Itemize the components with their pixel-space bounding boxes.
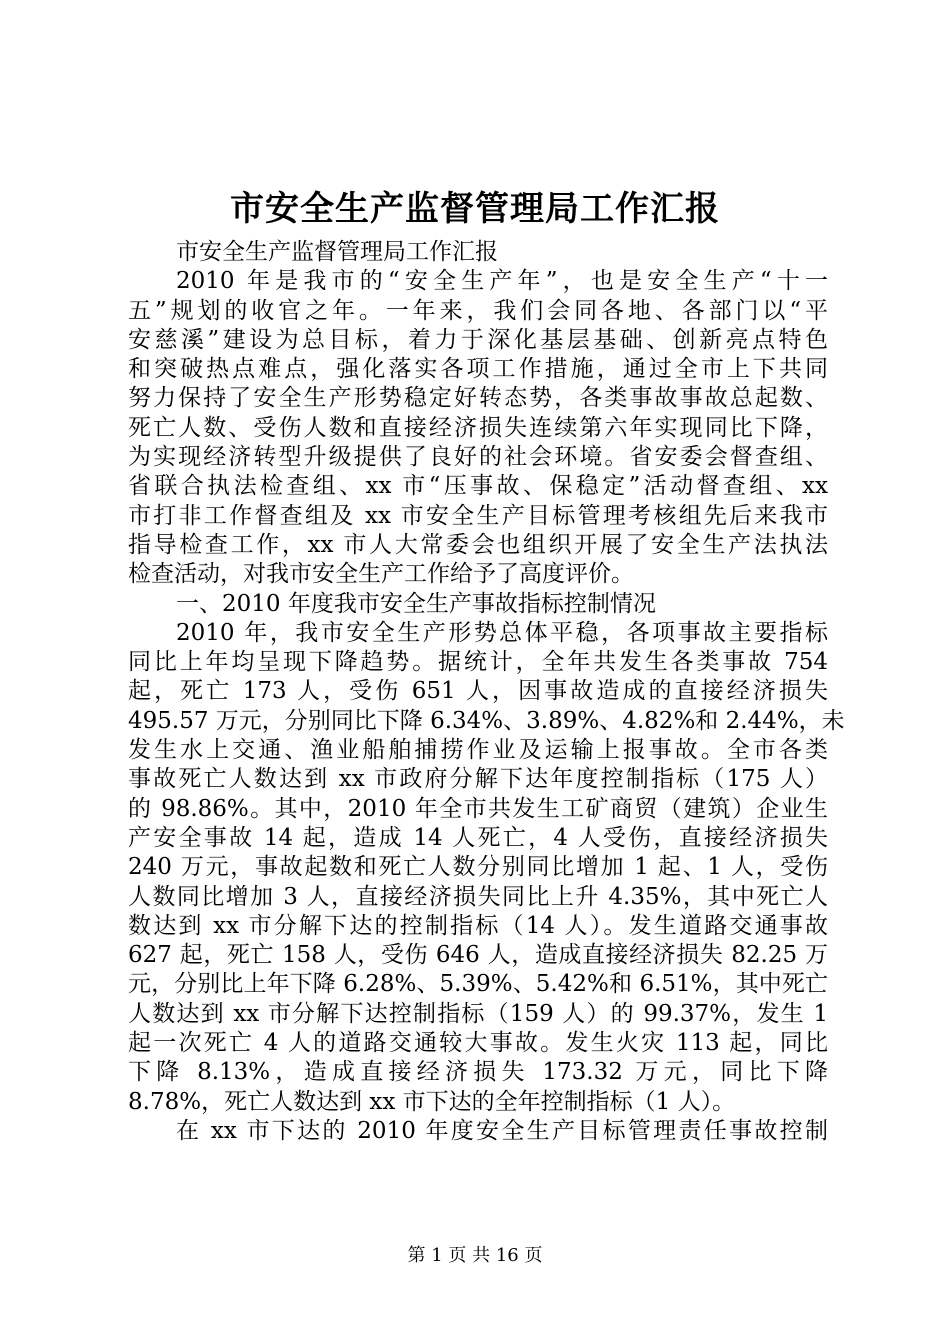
text-line: 同比上年均呈现下降趋势。据统计，全年共发生各类事故 754 (128, 649, 828, 676)
document-body (128, 238, 845, 1146)
page-footer: 第 1 页 共 16 页 (407, 1245, 543, 1266)
text-line: 产安全事故 14 起，造成 14 人死亡，4 人受伤，直接经济损失 (128, 824, 828, 851)
text-line: 在 xx 市下达的 2010 年度安全生产目标管理责任事故控制 (176, 1117, 828, 1144)
text-line: 495.57 万元，分别同比下降 6.34%、3.89%、4.82%和 2.44%，未 (128, 707, 845, 734)
text-line: 8.78%，死亡人数达到 xx 市下达的全年控制指标（1 人）。 (128, 1088, 736, 1115)
text-line: 元，分别比上年下降 6.28%、5.39%、5.42%和 6.51%，其中死亡 (128, 971, 828, 998)
text-line: 一、2010 年度我市安全生产事故指标控制情况 (176, 590, 656, 617)
text-line: 2010 年是我市的“安全生产年”，也是安全生产“十一 (176, 268, 828, 295)
text-line: 省联合执法检查组、xx 市“压事故、保稳定”活动督查组、xx (128, 473, 828, 500)
text-line: 五”规划的收官之年。一年来，我们会同各地、各部门以“平 (128, 297, 828, 324)
text-line: 人数同比增加 3 人，直接经济损失同比上升 4.35%，其中死亡人 (128, 883, 828, 910)
text-line: 的 98.86%。其中，2010 年全市共发生工矿商贸（建筑）企业生 (128, 795, 828, 822)
text-line: 240 万元，事故起数和死亡人数分别同比增加 1 起、1 人，受伤 (128, 854, 828, 881)
text-line: 市安全生产监督管理局工作汇报 (176, 239, 498, 265)
text-line: 发生水上交通、渔业船舶捕捞作业及运输上报事故。全市各类 (128, 737, 828, 764)
text-line: 起一次死亡 4 人的道路交通较大事故。发生火灾 113 起，同比 (128, 1030, 828, 1057)
text-line: 安慈溪”建设为总目标，着力于深化基层基础、创新亮点特色 (128, 326, 828, 353)
text-line: 数达到 xx 市分解下达的控制指标（14 人）。发生道路交通事故 (128, 912, 828, 939)
text-line: 指导检查工作，xx 市人大常委会也组织开展了安全生产法执法 (128, 531, 828, 558)
text-line: 下降 8.13%，造成直接经济损失 173.32 万元，同比下降 (128, 1059, 828, 1086)
text-line: 2010 年，我市安全生产形势总体平稳，各项事故主要指标 (176, 619, 828, 646)
text-line: 事故死亡人数达到 xx 市政府分解下达年度控制指标（175 人） (128, 766, 828, 793)
text-line: 检查活动，对我市安全生产工作给予了高度评价。 (128, 561, 634, 588)
text-line: 和突破热点难点，强化落实各项工作措施，通过全市上下共同 (128, 356, 828, 383)
document-title: 市安全生产监督管理局工作汇报 (230, 189, 720, 229)
text-line: 死亡人数、受伤人数和直接经济损失连续第六年实现同比下降， (128, 414, 828, 441)
text-line: 起，死亡 173 人，受伤 651 人，因事故造成的直接经济损失 (128, 678, 828, 705)
text-line: 为实现经济转型升级提供了良好的社会环境。省安委会督查组、 (128, 444, 828, 471)
text-line: 努力保持了安全生产形势稳定好转态势，各类事故事故总起数、 (128, 385, 828, 412)
text-line: 627 起，死亡 158 人，受伤 646 人，造成直接经济损失 82.25 万 (128, 942, 828, 969)
text-line: 人数达到 xx 市分解下达控制指标（159 人）的 99.37%，发生 1 (128, 1000, 828, 1027)
text-line: 市打非工作督查组及 xx 市安全生产目标管理考核组先后来我市 (128, 502, 828, 529)
